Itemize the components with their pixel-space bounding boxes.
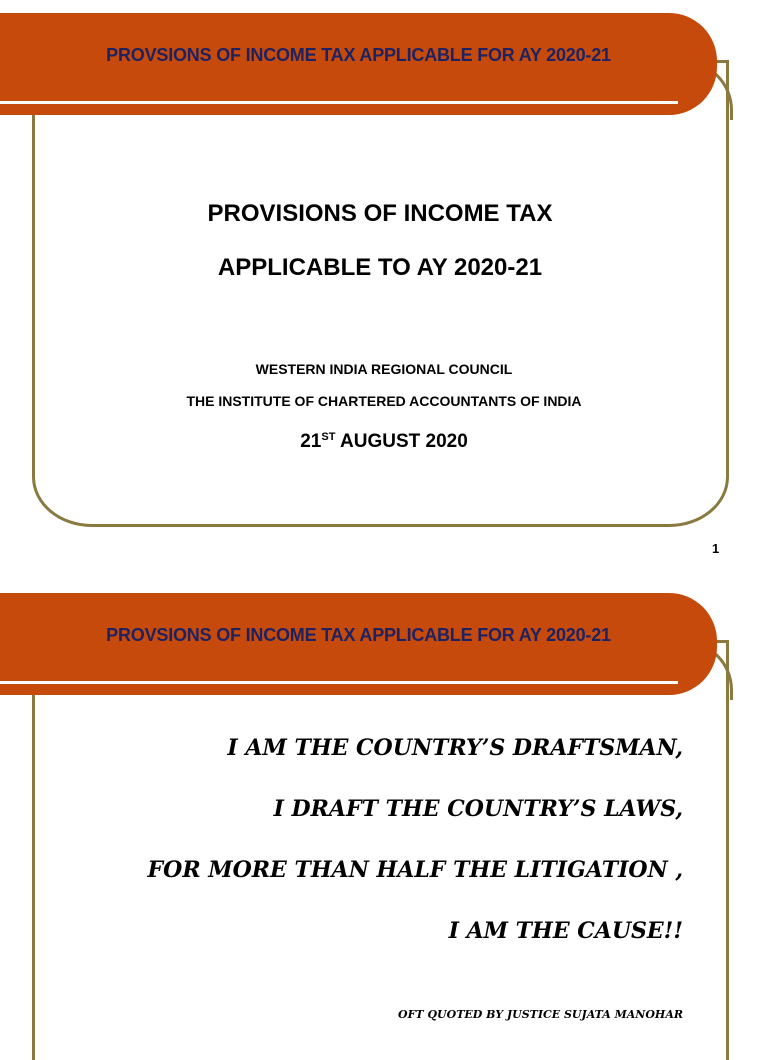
quote-attribution: OFT QUOTED BY JUSTICE SUJATA MANOHAR (398, 1008, 683, 1021)
quote-line-3: FOR MORE THAN HALF THE LITIGATION , (147, 857, 683, 883)
slide-frame (32, 640, 729, 1060)
date-day: 21 (300, 431, 322, 452)
quote-line-4: I AM THE CAUSE!! (448, 918, 683, 944)
organization-line-2: THE INSTITUTE OF CHARTERED ACCOUNTANTS OF INDIA (186, 393, 582, 409)
header-divider (0, 681, 678, 684)
quote-line-2: I DRAFT THE COUNTRY’S LAWS, (273, 796, 683, 822)
header-banner (0, 593, 717, 695)
slide-date (0, 431, 768, 453)
date-suffix: ST (321, 431, 336, 443)
header-title: PROVSIONS OF INCOME TAX APPLICABLE FOR AY 2020-21 (106, 625, 611, 645)
slide-title-line-1: PROVISIONS OF INCOME TAX (207, 200, 553, 227)
page-number: 1 (712, 541, 720, 556)
slide-frame (32, 60, 729, 527)
organization-line-1: WESTERN INDIA REGIONAL COUNCIL (255, 361, 513, 377)
header-banner (0, 13, 717, 115)
header-title: PROVSIONS OF INCOME TAX APPLICABLE FOR AY 2020-21 (106, 45, 611, 65)
header-divider (0, 101, 678, 104)
quote-line-1: I AM THE COUNTRY’S DRAFTSMAN, (227, 735, 683, 761)
date-rest: AUGUST 2020 (335, 431, 468, 452)
slide-title-line-2: APPLICABLE TO AY 2020-21 (217, 254, 543, 281)
